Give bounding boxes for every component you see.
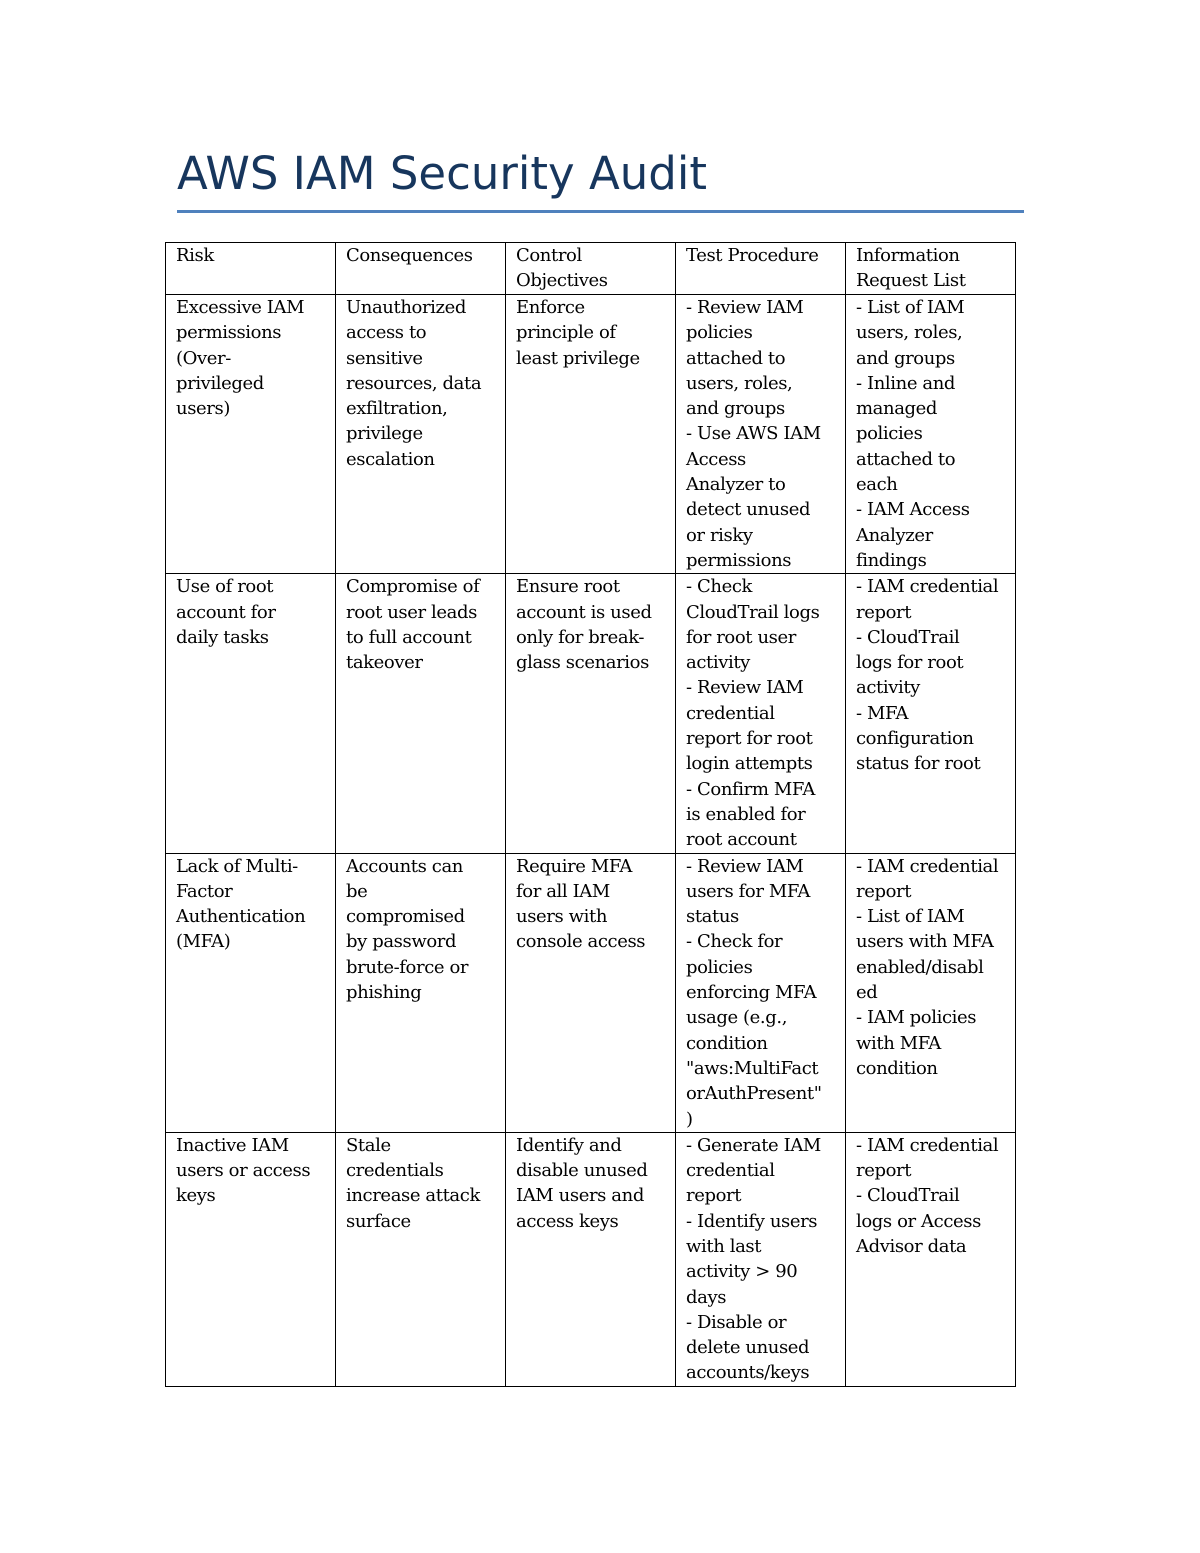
cell-line: Ensure root [516, 576, 620, 598]
header-consequences-text [346, 243, 499, 268]
cell-line: Information [856, 245, 960, 266]
cell-line: configuration [856, 728, 974, 750]
cell-line: - Disable or [686, 1311, 787, 1333]
cell-line: by password [346, 931, 457, 953]
cell-line: report [686, 1185, 742, 1207]
cell-line: be [346, 880, 368, 902]
cell-line: Analyzer to [686, 474, 786, 496]
cell-line: - MFA [856, 702, 909, 724]
cell-line: users for MFA [686, 880, 811, 902]
cell-line: Access [686, 448, 746, 470]
cell-line: Factor [176, 880, 233, 902]
cell-line: policies [686, 956, 753, 978]
cell-line: enabled/disabl [856, 956, 984, 978]
cell-control-objectives-text [516, 295, 669, 371]
cell-line: logs or Access [856, 1210, 981, 1232]
cell-line: - Review IAM [686, 297, 804, 318]
cell-consequences-text [346, 295, 499, 472]
cell-line: account is used [516, 601, 652, 623]
cell-line: - IAM policies [856, 1007, 977, 1029]
cell-control-objectives [506, 574, 676, 853]
table-row [166, 295, 1016, 574]
cell-test-procedure [676, 295, 846, 574]
cell-line: brute-force or [346, 956, 469, 978]
cell-line: accounts/keys [686, 1362, 810, 1384]
cell-information-request-list [846, 295, 1016, 574]
cell-risk [166, 853, 336, 1132]
cell-line: Inactive IAM [176, 1134, 289, 1156]
cell-information-request-list-text [856, 1133, 1009, 1259]
cell-line: Excessive IAM [176, 297, 305, 318]
cell-line: policies [856, 423, 923, 445]
header-information-request-list [846, 243, 1016, 295]
cell-line: Accounts can [346, 855, 463, 877]
cell-line: Test Procedure [686, 245, 819, 266]
cell-control-objectives [506, 853, 676, 1132]
cell-line: ed [856, 982, 878, 1004]
cell-line: principle of [516, 322, 616, 344]
cell-line: - IAM Access [856, 499, 970, 521]
cell-test-procedure [676, 853, 846, 1132]
cell-line: Request List [856, 270, 966, 292]
cell-control-objectives [506, 295, 676, 574]
cell-line: - Confirm MFA [686, 778, 815, 800]
cell-information-request-list [846, 574, 1016, 853]
cell-line: for all IAM [516, 880, 610, 902]
cell-line: (MFA) [176, 931, 231, 953]
cell-line: - Check [686, 576, 753, 598]
cell-risk [166, 574, 336, 853]
cell-line: users) [176, 398, 230, 420]
cell-line: access to [346, 322, 427, 344]
cell-line: surface [346, 1210, 411, 1232]
cell-information-request-list-text [856, 574, 1009, 776]
cell-line: status for root [856, 753, 981, 775]
cell-test-procedure-text [686, 295, 839, 573]
cell-line: Authentication [176, 906, 306, 928]
cell-line: - Review IAM [686, 677, 804, 699]
cell-line: findings [856, 549, 927, 571]
title-rule [177, 210, 1024, 213]
cell-line: glass scenarios [516, 652, 649, 674]
cell-consequences-text [346, 1133, 499, 1234]
cell-line: Analyzer [856, 524, 933, 546]
cell-control-objectives-text [516, 854, 669, 955]
header-consequences [336, 243, 506, 295]
header-test-procedure-text [686, 243, 839, 268]
cell-line: is enabled for [686, 803, 806, 825]
cell-risk-text [176, 295, 329, 421]
cell-test-procedure [676, 574, 846, 853]
cell-test-procedure-text [686, 854, 839, 1132]
cell-line: compromised [346, 906, 465, 928]
cell-line: report [856, 1160, 912, 1182]
cell-line: condition [686, 1032, 768, 1054]
cell-line: status [686, 906, 739, 928]
cell-line: - IAM credential [856, 855, 999, 877]
cell-line: "aws:MultiFact [686, 1057, 819, 1079]
cell-risk [166, 295, 336, 574]
cell-line: root user leads [346, 601, 477, 623]
cell-consequences-text [346, 574, 499, 675]
cell-line: ) [686, 1108, 693, 1130]
cell-control-objectives-text [516, 574, 669, 675]
cell-line: credential [686, 1160, 775, 1182]
cell-line: activity > 90 [686, 1261, 798, 1283]
cell-risk-text [176, 574, 329, 650]
cell-line: users with MFA [856, 931, 994, 953]
cell-information-request-list [846, 1132, 1016, 1386]
cell-line: each [856, 474, 898, 496]
cell-line: delete unused [686, 1337, 810, 1359]
cell-line: attached to [686, 347, 786, 369]
cell-line: - IAM credential [856, 576, 999, 598]
cell-line: Enforce [516, 297, 585, 318]
cell-line: permissions [686, 549, 792, 571]
cell-line: - Use AWS IAM [686, 423, 821, 445]
cell-line: report [856, 880, 912, 902]
cell-line: exfiltration, [346, 398, 448, 420]
cell-line: Use of root [176, 576, 274, 598]
cell-risk-text [176, 1133, 329, 1209]
cell-line: users, roles, [856, 322, 963, 344]
cell-line: to full account [346, 626, 472, 648]
cell-line: activity [686, 652, 750, 674]
cell-line: sensitive [346, 347, 423, 369]
cell-line: credentials [346, 1160, 444, 1182]
cell-line: (Over- [176, 347, 231, 369]
header-risk-text [176, 243, 329, 268]
cell-line: policies [686, 322, 753, 344]
cell-line: - IAM credential [856, 1134, 999, 1156]
cell-line: least privilege [516, 347, 640, 369]
cell-line: CloudTrail logs [686, 601, 820, 623]
table-row [166, 853, 1016, 1132]
header-control-objectives-text [516, 243, 669, 294]
cell-information-request-list-text [856, 854, 1009, 1082]
cell-line: Stale [346, 1134, 391, 1156]
table-row [166, 574, 1016, 853]
cell-consequences [336, 295, 506, 574]
cell-risk [166, 1132, 336, 1386]
cell-line: with last [686, 1235, 762, 1257]
cell-line: or risky [686, 524, 753, 546]
table-header-row [166, 243, 1016, 295]
cell-line: account for [176, 601, 276, 623]
cell-line: - Generate IAM [686, 1134, 821, 1156]
cell-line: Consequences [346, 245, 473, 266]
cell-line: - CloudTrail [856, 626, 960, 648]
cell-line: Unauthorized [346, 297, 466, 318]
audit-table [165, 242, 1016, 1387]
cell-line: resources, data [346, 372, 482, 394]
cell-control-objectives [506, 1132, 676, 1386]
cell-line: Control [516, 245, 582, 266]
cell-line: - List of IAM [856, 297, 965, 318]
cell-line: only for break- [516, 626, 645, 648]
cell-line: escalation [346, 448, 435, 470]
cell-consequences [336, 574, 506, 853]
cell-line: privilege [346, 423, 423, 445]
cell-information-request-list-text [856, 295, 1009, 573]
cell-line: Require MFA [516, 855, 633, 877]
cell-line: users or access [176, 1160, 311, 1182]
cell-line: users with [516, 906, 608, 928]
cell-line: managed [856, 398, 938, 420]
cell-line: privileged [176, 372, 264, 394]
cell-line: days [686, 1286, 727, 1308]
cell-consequences [336, 1132, 506, 1386]
table-body [166, 243, 1016, 1387]
header-risk [166, 243, 336, 295]
cell-line: condition [856, 1057, 938, 1079]
cell-line: report for root [686, 728, 813, 750]
cell-line: logs for root [856, 652, 964, 674]
header-information-request-list-text [856, 243, 1009, 294]
cell-line: IAM users and [516, 1185, 644, 1207]
cell-line: console access [516, 931, 646, 953]
cell-line: Risk [176, 245, 214, 266]
cell-line: - List of IAM [856, 906, 965, 928]
cell-line: keys [176, 1185, 216, 1207]
cell-test-procedure [676, 1132, 846, 1386]
cell-line: credential [686, 702, 775, 724]
cell-line: attached to [856, 448, 956, 470]
cell-line: increase attack [346, 1185, 480, 1207]
cell-line: Compromise of [346, 576, 480, 598]
cell-consequences [336, 853, 506, 1132]
cell-line: disable unused [516, 1160, 648, 1182]
cell-line: Identify and [516, 1134, 622, 1156]
cell-test-procedure-text [686, 574, 839, 852]
cell-line: - Review IAM [686, 855, 804, 877]
cell-line: access keys [516, 1210, 619, 1232]
cell-line: daily tasks [176, 626, 269, 648]
cell-line: detect unused [686, 499, 811, 521]
cell-line: takeover [346, 652, 423, 674]
cell-line: orAuthPresent" [686, 1083, 822, 1105]
cell-control-objectives-text [516, 1133, 669, 1234]
cell-line: - Check for [686, 931, 783, 953]
cell-line: Advisor data [856, 1235, 967, 1257]
cell-line: for root user [686, 626, 796, 648]
page-title: AWS IAM Security Audit [177, 147, 707, 200]
cell-line: usage (e.g., [686, 1007, 788, 1029]
cell-line: permissions [176, 322, 282, 344]
cell-line: root account [686, 829, 797, 851]
header-test-procedure [676, 243, 846, 295]
cell-line: login attempts [686, 753, 813, 775]
cell-information-request-list [846, 853, 1016, 1132]
cell-test-procedure-text [686, 1133, 839, 1386]
table-row [166, 1132, 1016, 1386]
cell-line: Objectives [516, 270, 608, 292]
cell-line: - CloudTrail [856, 1185, 960, 1207]
cell-line: and groups [686, 398, 785, 420]
cell-line: Lack of Multi- [176, 855, 298, 877]
cell-line: phishing [346, 982, 422, 1004]
cell-line: activity [856, 677, 920, 699]
cell-line: users, roles, [686, 372, 793, 394]
cell-risk-text [176, 854, 329, 955]
cell-line: with MFA [856, 1032, 941, 1054]
cell-line: and groups [856, 347, 955, 369]
cell-line: - Inline and [856, 372, 956, 394]
cell-line: - Identify users [686, 1210, 818, 1232]
cell-line: report [856, 601, 912, 623]
header-control-objectives [506, 243, 676, 295]
cell-consequences-text [346, 854, 499, 1006]
cell-line: enforcing MFA [686, 982, 817, 1004]
